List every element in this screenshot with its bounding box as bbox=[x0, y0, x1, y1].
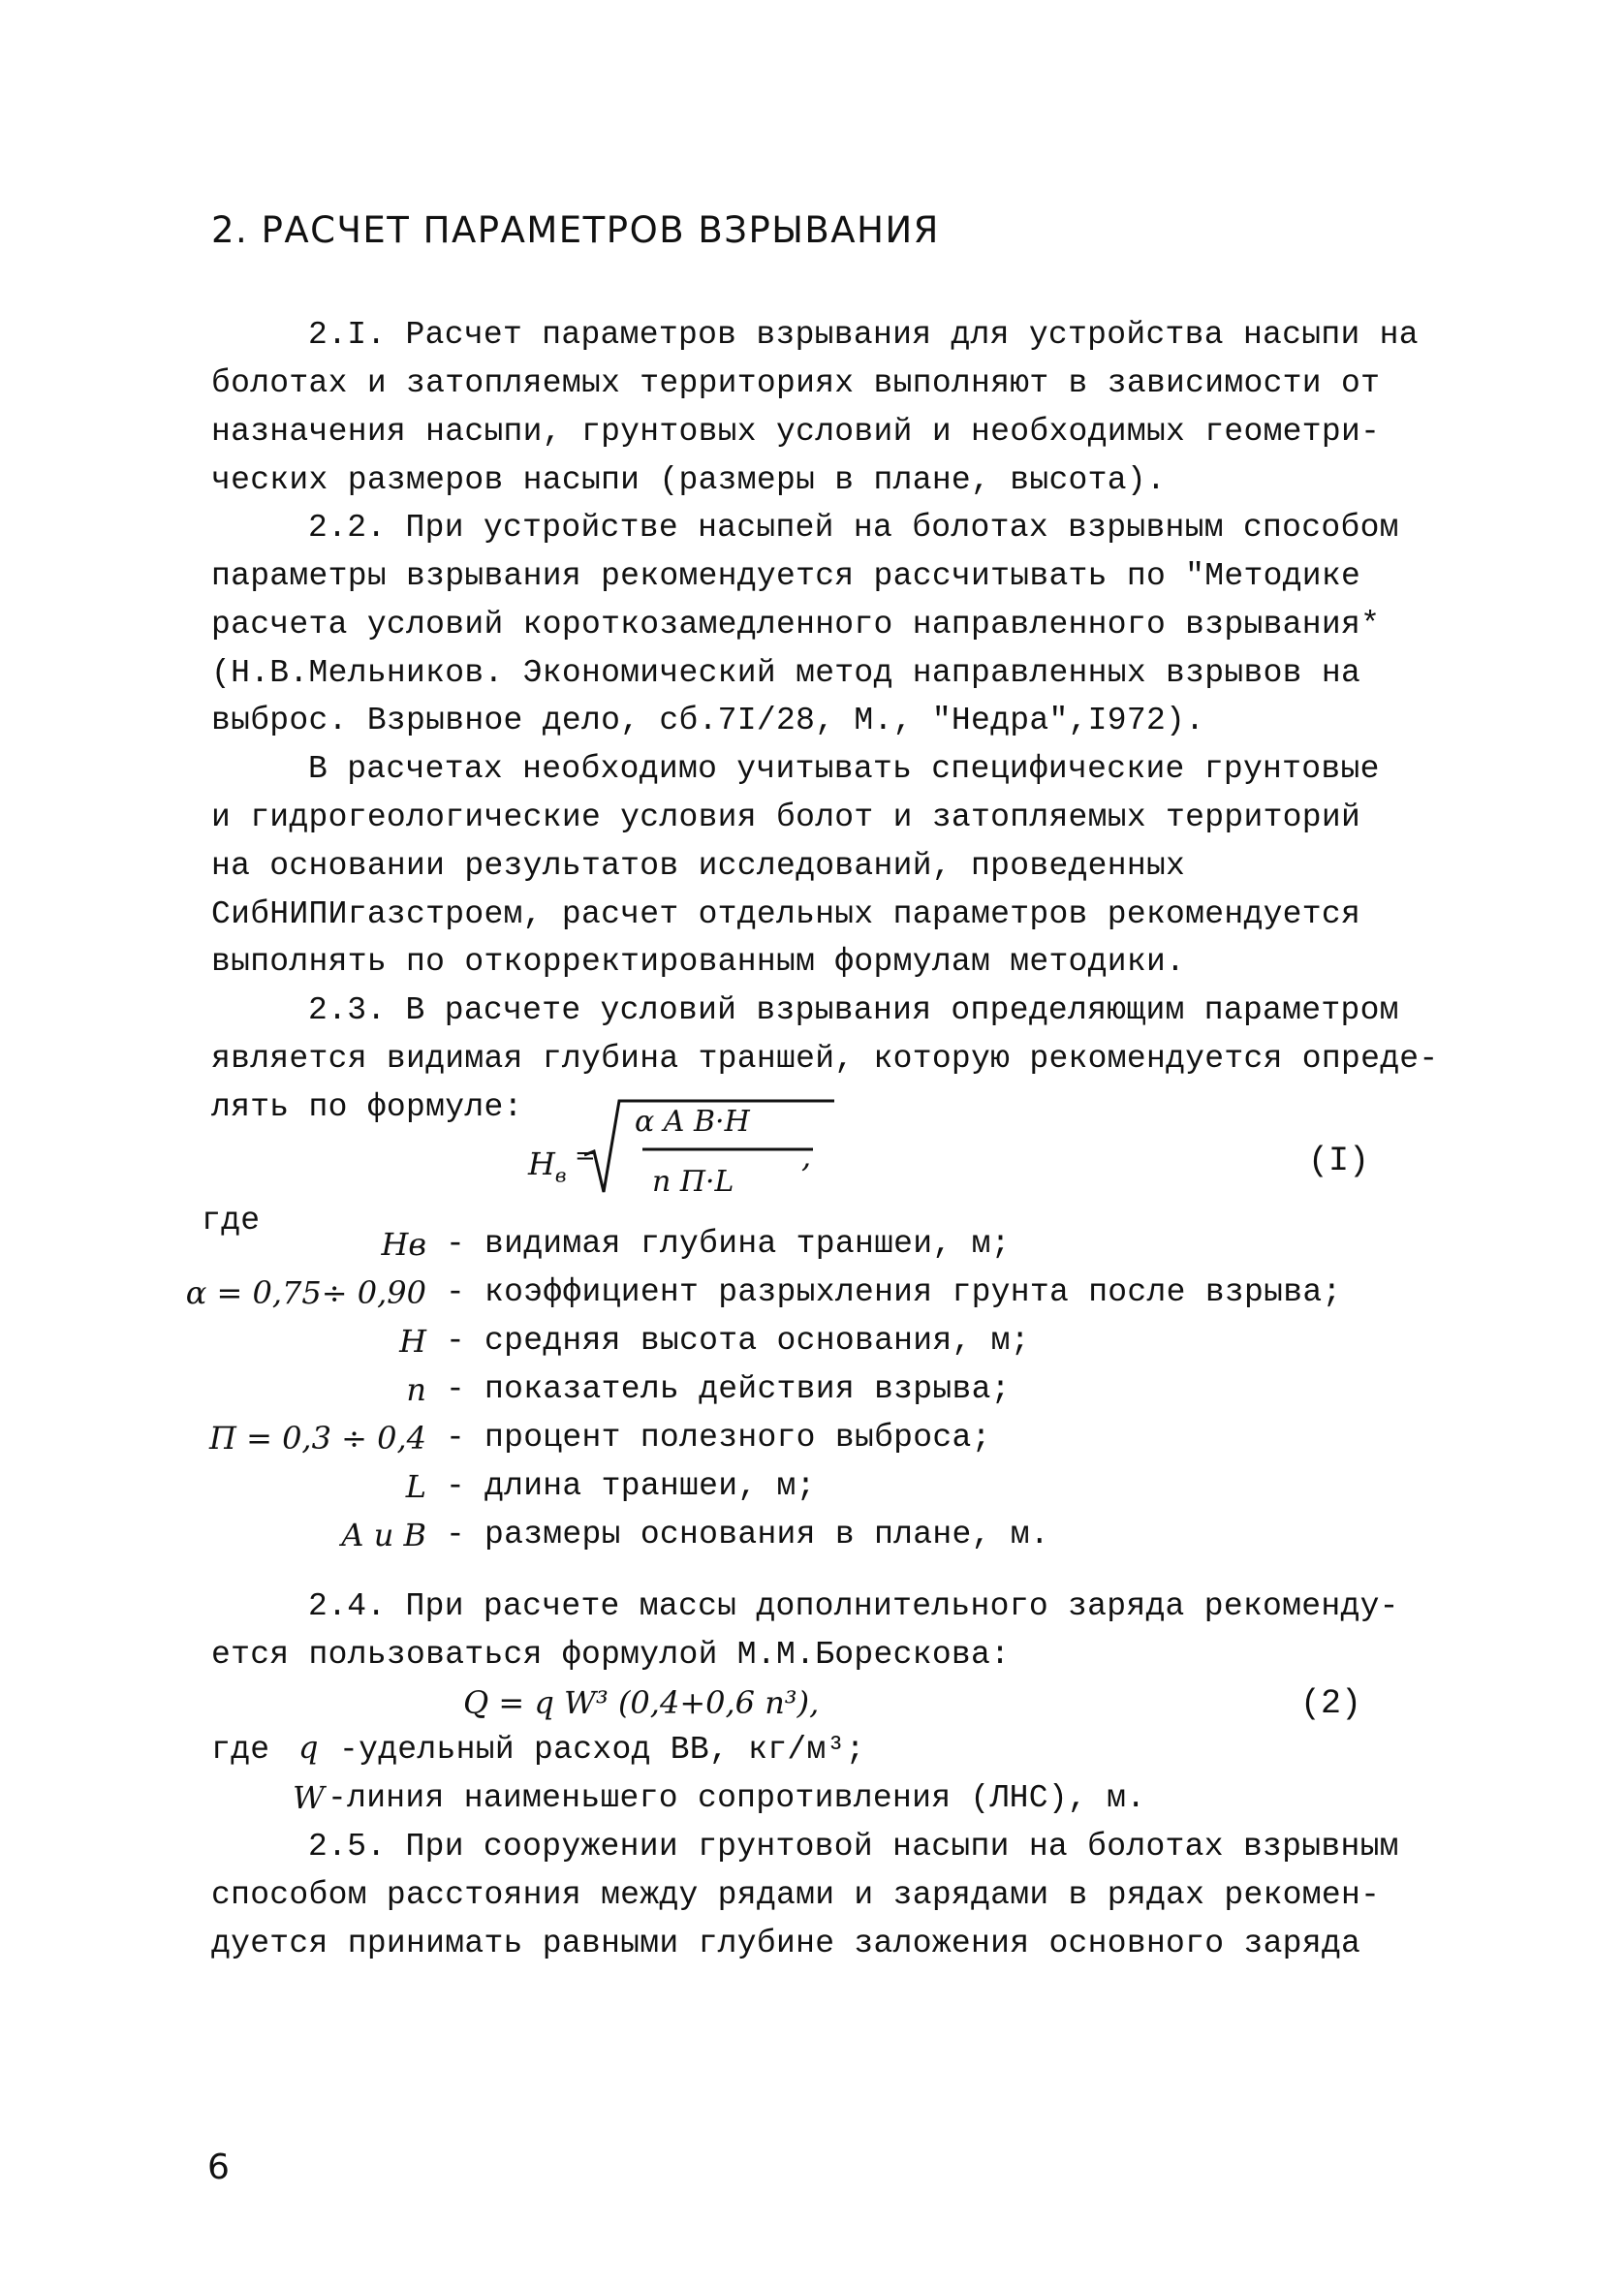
formula-1-lhs-sub: в bbox=[554, 1163, 567, 1187]
formula-2: Q = q W³ (0,4+0,6 n³), bbox=[463, 1684, 820, 1721]
para-2-3-line-2: является видимая глубина траншей, которую рекомендуется опреде- bbox=[211, 1041, 1439, 1077]
var-label-ab: A и B bbox=[341, 1517, 426, 1553]
var-dash: - bbox=[446, 1468, 465, 1504]
var-dash: - bbox=[446, 1274, 465, 1310]
para-calc-line-1: В расчетах необходимо учитывать специфические грунтовые bbox=[308, 751, 1380, 787]
para-2-2-line-4: (Н.В.Мельников. Экономический метод направленных взрывов на bbox=[211, 655, 1361, 691]
var-desc-q: -удельный расход ВВ, кг/м³; bbox=[339, 1732, 865, 1768]
para-calc-line-5: выполнять по откорректированным формулам методики. bbox=[211, 944, 1186, 980]
para-2-5-line-3: дуется принимать равными глубине заложения основного заряда bbox=[211, 1926, 1361, 1961]
para-2-4-line-2: ется пользоваться формулой М.М.Борескова: bbox=[211, 1637, 1011, 1673]
var-desc-l: длина траншеи, м; bbox=[484, 1468, 816, 1504]
para-2-4-line-1: 2.4. При расчете массы дополнительного заряда рекоменду- bbox=[308, 1588, 1399, 1624]
var-dash: - bbox=[446, 1226, 465, 1262]
var-label-alpha: α = 0,75÷ 0,90 bbox=[185, 1274, 426, 1311]
para-calc-line-2: и гидрогеологические условия болот и затопляемых территорий bbox=[211, 800, 1361, 835]
para-calc-line-3: на основании результатов исследований, проведенных bbox=[211, 848, 1186, 884]
equation-number-2: (2) bbox=[1300, 1684, 1362, 1723]
para-2-2-line-2: параметры взрывания рекомендуется рассчитывать по "Методике bbox=[211, 558, 1361, 594]
var-desc-hv: видимая глубина траншеи, м; bbox=[484, 1226, 1011, 1262]
para-2-2-line-1: 2.2. При устройстве насыпей на болотах взрывным способом bbox=[308, 510, 1399, 546]
var-label-n: n bbox=[406, 1371, 426, 1408]
para-2-1-line-2: болотах и затопляемых территориях выполняют в зависимости от bbox=[211, 365, 1381, 401]
formula-1-lhs: H bbox=[528, 1145, 555, 1182]
equation-number-1: (I) bbox=[1308, 1142, 1370, 1180]
var-dash: - bbox=[446, 1371, 465, 1407]
var-label-h: H bbox=[399, 1323, 426, 1360]
var-label-l: L bbox=[405, 1468, 426, 1505]
var-desc-w: -линия наименьшего сопротивления (ЛНС), м. bbox=[328, 1780, 1146, 1816]
page-number: 6 bbox=[207, 2148, 230, 2187]
var-label-w: W bbox=[293, 1779, 325, 1816]
formula-1-tail: , bbox=[801, 1138, 812, 1175]
var-desc-ab: размеры основания в плане, м. bbox=[484, 1517, 1049, 1552]
var-label-p: П = 0,3 ÷ 0,4 bbox=[209, 1420, 426, 1457]
formula-1-denominator: n П·L bbox=[652, 1165, 734, 1199]
var-desc-alpha: коэффициент разрыхления грунта после взрыва; bbox=[484, 1274, 1342, 1310]
where-label-2: где bbox=[211, 1732, 270, 1768]
formula-1 bbox=[528, 1095, 838, 1221]
para-2-5-line-2: способом расстояния между рядами и зарядами в рядах рекомен- bbox=[211, 1877, 1381, 1913]
para-2-1-line-1: 2.I. Расчет параметров взрывания для устройства насыпи на bbox=[308, 317, 1419, 353]
para-2-3-line-1: 2.3. В расчете условий взрывания определяющим параметром bbox=[308, 992, 1399, 1028]
para-2-1-line-3: назначения насыпи, грунтовых условий и необходимых геометри- bbox=[211, 414, 1381, 450]
para-2-2-line-3: расчета условий короткозамедленного направленного взрывания* bbox=[211, 607, 1381, 643]
para-2-3-line-3: лять по формуле: bbox=[211, 1089, 523, 1125]
var-dash: - bbox=[446, 1517, 465, 1552]
para-2-2-line-5: выброс. Взрывное дело, сб.7I/28, М., "Недра",I972). bbox=[211, 703, 1205, 738]
var-label-q: q bbox=[298, 1729, 319, 1766]
var-dash: - bbox=[446, 1420, 465, 1456]
para-2-5-line-1: 2.5. При сооружении грунтовой насыпи на болотах взрывным bbox=[308, 1829, 1399, 1865]
var-desc-p: процент полезного выброса; bbox=[484, 1420, 991, 1456]
formula-1-eq: = bbox=[575, 1142, 596, 1171]
section-heading: 2. РАСЧЕТ ПАРАМЕТРОВ ВЗРЫВАНИЯ bbox=[211, 209, 940, 251]
var-label-hv: Hв bbox=[381, 1226, 426, 1263]
para-calc-line-4: СибНИПИгазстроем, расчет отдельных параметров рекомендуется bbox=[211, 896, 1361, 932]
var-desc-h: средняя высота основания, м; bbox=[484, 1323, 1030, 1359]
where-label-1: где bbox=[202, 1203, 261, 1239]
var-dash: - bbox=[446, 1323, 465, 1359]
var-desc-n: показатель действия взрыва; bbox=[484, 1371, 1011, 1407]
para-2-1-line-4: ческих размеров насыпи (размеры в плане, высота). bbox=[211, 462, 1167, 498]
formula-1-numerator: α A B·H bbox=[635, 1105, 750, 1139]
